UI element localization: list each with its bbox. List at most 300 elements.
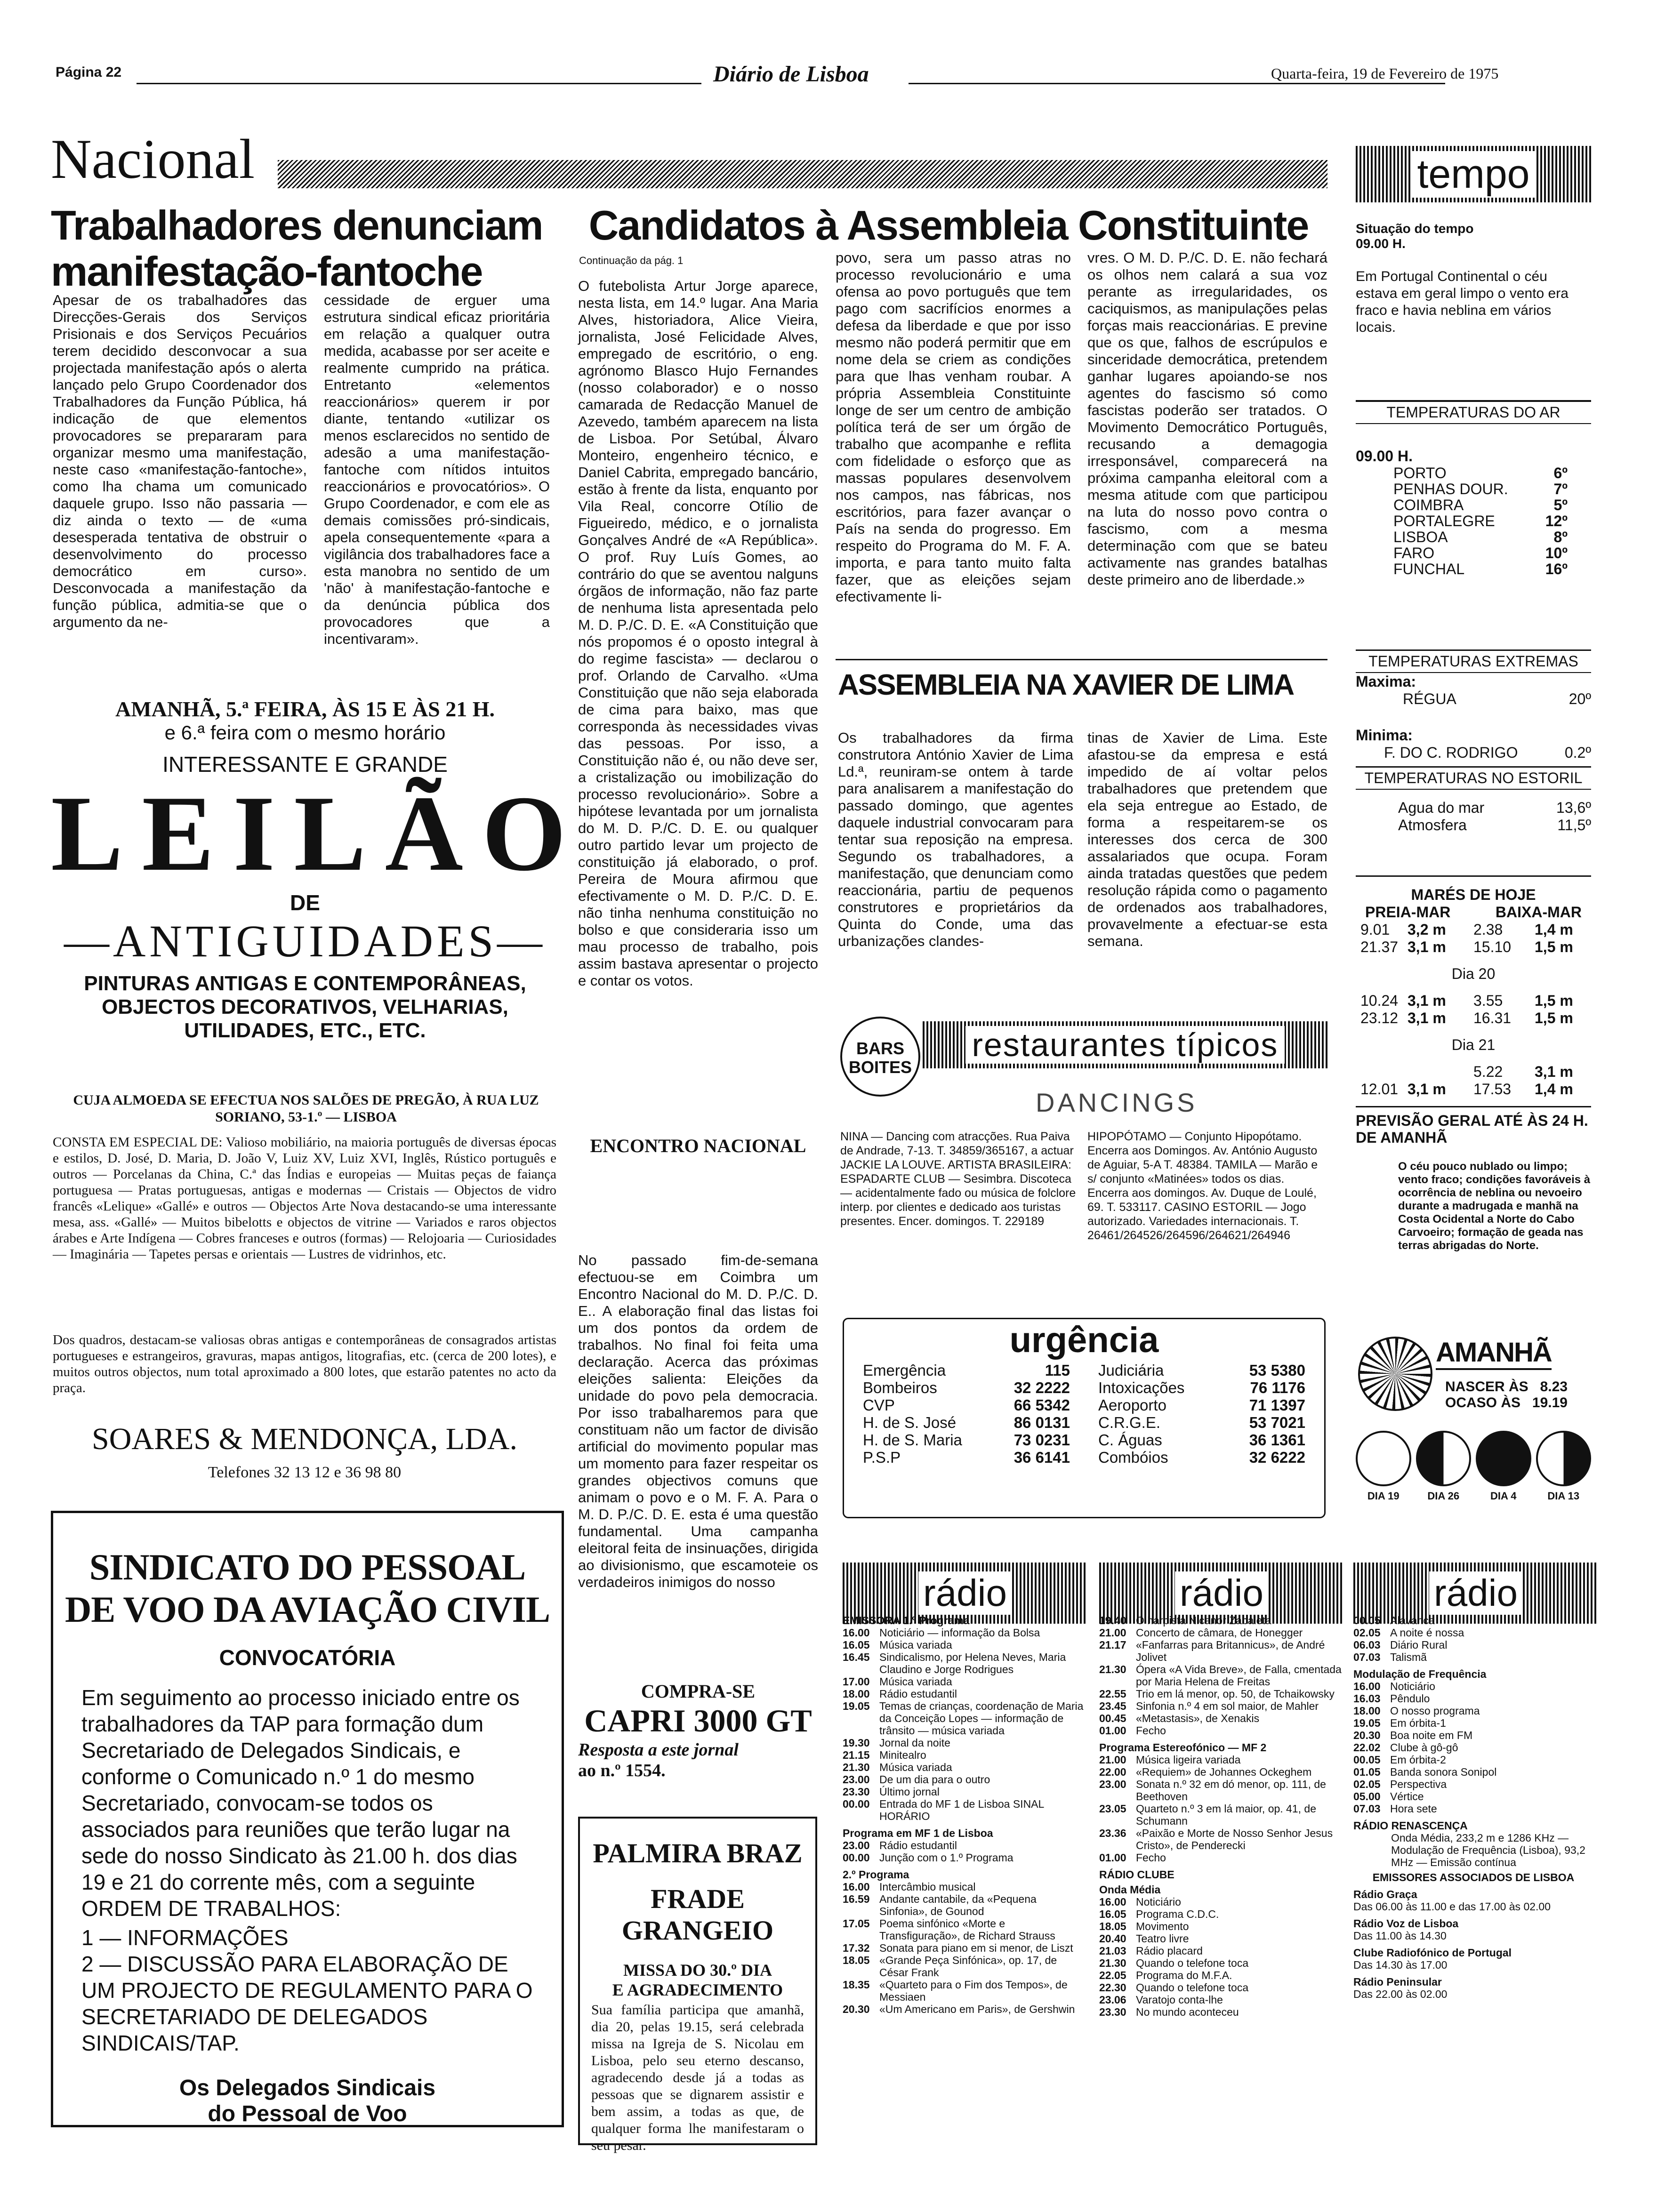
radio-item — [1099, 1639, 1344, 1663]
radio-time: 01.00 — [1099, 1851, 1126, 1864]
forecast-title: PREVISÃO GERAL ATÉ ÀS 24 H. DE AMANHÃ — [1356, 1106, 1591, 1146]
radio-item — [843, 1675, 1087, 1688]
radio-time: 21.00 — [1099, 1627, 1126, 1639]
masthead: Diário de Lisboa — [713, 62, 869, 87]
section-title: Nacional — [51, 128, 255, 190]
urgency-entry-label: CVP — [863, 1396, 895, 1414]
urgency-entry — [863, 1431, 1070, 1449]
radio-time: 19.40 — [1099, 1614, 1126, 1627]
radio-clube: Clube Radiofónico de Portugal — [1353, 1947, 1512, 1959]
radio-item — [843, 1627, 1087, 1639]
tide-cell: 1,5 m — [1535, 1010, 1573, 1026]
radio-time: 22.55 — [1099, 1688, 1126, 1700]
radio-item — [843, 1917, 1087, 1942]
union-notice — [51, 1511, 564, 2127]
tide-cell: 16.31 — [1473, 1010, 1512, 1026]
radio-show: De um dia para o outro — [879, 1773, 990, 1786]
radio-show: Andante cantabile, da «Pequena Sinfonia», de Gounod — [879, 1893, 1037, 1917]
radio-show: Trio em lá menor, op. 50, de Tchaikowsky — [1136, 1688, 1335, 1700]
radio-time: 21.30 — [1099, 1663, 1126, 1675]
tide-cell: 2.38 — [1473, 921, 1503, 938]
radio-time: 16.05 — [1099, 1908, 1126, 1920]
estoril-title: TEMPERATURAS NO ESTORIL — [1356, 766, 1591, 790]
radio-time: 18.05 — [1099, 1920, 1126, 1932]
obituary-mass1: MISSA DO 30.º DIA — [623, 1961, 772, 1980]
radio-show: Temas de crianças, coordenação de Maria da Conceição Lopes — informação de trânsito — música variada — [879, 1700, 1084, 1737]
radio-show: Concerto de câmara, de Honegger — [1136, 1627, 1303, 1639]
radio-item — [1353, 1651, 1593, 1663]
radio-col1 — [843, 1614, 1087, 2015]
tide-cell: 1,4 m — [1535, 1081, 1573, 1098]
urgency-entry — [863, 1396, 1070, 1414]
radio-time: 20.30 — [843, 2003, 870, 2015]
tide-cell: 3.55 — [1473, 992, 1503, 1009]
radio-item — [1099, 1778, 1344, 1803]
radio-time: 20.40 — [1099, 1932, 1126, 1945]
radio-show: «Paixão e Morte de Nosso Senhor Jesus Cristo», de Penderecki — [1136, 1827, 1333, 1851]
urgency-box — [843, 1318, 1326, 1518]
urgency-entry — [863, 1449, 1070, 1466]
buy-line4: ao n.º 1554. — [578, 1761, 666, 1780]
urgency-entry-label: H. de S. Maria — [863, 1431, 962, 1449]
xavier-col2: tinas de Xavier de Lima. Este afastou-se da empresa e está impedido de aí voltar pelos trabalhadores que pretendem que ela seja entregue ao Estado, de forma a respeitarem-se os interesses dos cerca de 300 assalariados que ocupa. Foram ainda tratadas questões que pedem resolução rápida como o pagamento de ordenados aos trabalhadores, provavelmente a efectuar-se esta semana. — [1087, 729, 1327, 949]
radio-clube-body: Das 14.30 às 17.00 — [1353, 1959, 1448, 1971]
auction-almoeda: CUJA ALMOEDA SE EFECTUA NOS SALÕES DE PREGÃO, À RUA LUZ SORIANO, 53-1.º — LISBOA — [73, 1092, 539, 1125]
radio-show: Pêndulo — [1390, 1692, 1430, 1705]
radio-item — [1099, 1945, 1344, 1957]
radio-show: Sonata n.º 32 em dó menor, op. 111, de Beethoven — [1136, 1778, 1326, 1803]
weather-situation-text: Em Portugal Continental o céu estava em geral limpo o vento era fraco e havia neblina em vários locais. — [1356, 269, 1569, 335]
radio-show: Jornal da noite — [879, 1737, 950, 1749]
radio-item — [1099, 1700, 1344, 1712]
radio-item — [1353, 1778, 1593, 1790]
radio-time: 23.00 — [843, 1773, 870, 1786]
radio-time: 17.05 — [843, 1917, 870, 1930]
sunset-value: 19.19 — [1532, 1395, 1568, 1411]
city-temp-value: 7º — [1553, 481, 1568, 497]
city-temp — [1393, 529, 1568, 545]
article2-title: Candidatos à Assembleia Constituinte — [588, 202, 1309, 248]
urgency-entry-label: Emergência — [863, 1362, 946, 1379]
tide-cell: 3,1 m — [1408, 1081, 1446, 1098]
city-temp-value: 10º — [1545, 545, 1568, 561]
radio-item — [1099, 1754, 1344, 1766]
urgency-entry — [863, 1414, 1070, 1431]
radio-time: 23.05 — [1099, 1803, 1126, 1815]
radio-time: 00.05 — [1353, 1754, 1381, 1766]
urgency-entry-label: Combóios — [1098, 1449, 1168, 1466]
radio-time: 19.30 — [843, 1737, 870, 1749]
radio-item — [1099, 1957, 1344, 1969]
radio-show: «Fanfarras para Britannicus», de André Jolivet — [1136, 1639, 1325, 1663]
radio-voz: Rádio Voz de Lisboa — [1353, 1917, 1459, 1930]
extreme-title: TEMPERATURAS EXTREMAS — [1356, 649, 1591, 673]
radio-item — [843, 1737, 1087, 1749]
xavier-title: ASSEMBLEIA NA XAVIER DE LIMA — [838, 669, 1294, 701]
urgency-entry-value: 32 2222 — [1014, 1379, 1070, 1396]
weather-banner — [1356, 146, 1591, 202]
radio-penins: Rádio Peninsular — [1353, 1976, 1442, 1988]
tide-cell: 9.01 — [1360, 921, 1390, 938]
obituary-body: Sua família participa que amanhã, dia 20, pelas 19.15, será celebrada missa na Igreja de S. Nicolau em Lisboa, pelo seu eterno descanso, agradecendo desde já a todas as pessoas que se dignarem assistir e bem assim, a todas as que, de qualquer forma lhe manifestaram o seu pesar. — [591, 2002, 804, 2153]
tide-row — [1356, 1010, 1591, 1027]
radio-show: Quando o telefone toca — [1136, 1981, 1249, 1994]
radio-show: O nosso programa — [1390, 1705, 1480, 1717]
obituary-name1: PALMIRA BRAZ — [593, 1838, 803, 1868]
urgency-entry-label: C.R.G.E. — [1098, 1414, 1161, 1431]
max-label: Maxima: — [1356, 673, 1416, 690]
extreme-temps — [1356, 649, 1591, 834]
radio-item — [1099, 1663, 1344, 1688]
auction-antiquities: —ANTIGUIDADES— — [64, 916, 546, 966]
union-convocatoria: CONVOCATÓRIA — [219, 1645, 396, 1670]
urgency-entry — [1098, 1379, 1305, 1396]
radio-renasc: RÁDIO RENASCENÇA — [1353, 1819, 1468, 1832]
sunset-label: OCASO ÀS — [1445, 1395, 1521, 1411]
city-temp — [1393, 481, 1568, 497]
tide-cell: 3,2 m — [1408, 921, 1446, 938]
radio-show: Sindicalismo, por Helena Neves, Maria Claudino e Jorge Rodrigues — [879, 1651, 1066, 1675]
radio-show: Quarteto n.º 3 em lá maior, op. 41, de Schumann — [1136, 1803, 1317, 1827]
city-temp-label: COIMBRA — [1393, 497, 1464, 513]
tide-cell — [1408, 1063, 1469, 1081]
radio-item — [843, 2003, 1087, 2015]
radio-time: 05.00 — [1353, 1790, 1381, 1803]
radio-list-2 — [1099, 1614, 1344, 1737]
moon-label: DIA 26 — [1427, 1490, 1460, 1502]
radio-time: 18.05 — [843, 1954, 870, 1966]
radio-item — [1099, 2006, 1344, 2018]
radio-time: 16.05 — [843, 1639, 870, 1651]
header-rule-left — [137, 83, 701, 84]
tide-cell: 3,1 m — [1535, 1063, 1573, 1080]
city-temp — [1393, 497, 1568, 513]
tides-20 — [1356, 992, 1591, 1027]
city-temp — [1393, 513, 1568, 529]
union-body: Em seguimento ao processo iniciado entre os trabalhadores da TAP para formação dum Secretariado de Delegados Sindicais, e conforme o Comunicado n.º 1 do mesmo Secretariado, convocam-se todos os associados para reuniões que terão lugar na sede do nosso Sindicato às 21.00 h. dos dias 19 e 21 do corrente mês, com a seguinte ORDEM DE TRABALHOS: — [81, 1685, 520, 1921]
radio-time: 18.00 — [1353, 1705, 1381, 1717]
radio-item — [843, 1749, 1087, 1761]
radio-time: 23.00 — [1099, 1778, 1126, 1790]
radio-show: No mundo aconteceu — [1136, 2006, 1239, 2018]
radio-time: 00.00 — [843, 1851, 870, 1864]
radio-show: Alavanca — [1390, 1614, 1435, 1627]
min-city: F. DO C. RODRIGO — [1384, 744, 1518, 761]
city-temp — [1393, 561, 1568, 577]
auction-line2: e 6.ª feira com o mesmo horário — [164, 721, 446, 744]
radio-time: 18.00 — [843, 1688, 870, 1700]
radio-clube-title: RÁDIO CLUBE — [1099, 1868, 1174, 1881]
radio-list-3 — [1353, 1614, 1593, 1663]
moon-last-quarter-icon — [1536, 1431, 1592, 1486]
radio-penins-body: Das 22.00 às 02.00 — [1353, 1988, 1448, 2000]
radio-time: 18.35 — [843, 1979, 870, 1991]
radio-col2 — [1099, 1614, 1344, 2018]
radio-item — [843, 1942, 1087, 1954]
radio-show: Entrada do MF 1 de Lisboa SINAL HORÁRIO — [879, 1798, 1044, 1822]
moon-labels — [1356, 1490, 1591, 1502]
radio-show: Sonata para piano em si menor, de Liszt — [879, 1942, 1073, 1954]
city-temp-label: PENHAS DOUR. — [1393, 481, 1508, 497]
radio-time: 21.30 — [843, 1761, 870, 1773]
issue-date: Quarta-feira, 19 de Fevereiro de 1975 — [1271, 65, 1499, 82]
radio-time: 22.05 — [1099, 1969, 1126, 1981]
city-temp-label: LISBOA — [1393, 529, 1448, 545]
radio-item — [1353, 1705, 1593, 1717]
urgency-entry — [1098, 1431, 1305, 1449]
urgency-entry-value: 32 6222 — [1249, 1449, 1305, 1466]
radio-banner-3-text: rádio — [1429, 1571, 1522, 1615]
radio-graca: Rádio Graça — [1353, 1888, 1417, 1900]
tide-cell: 1,4 m — [1535, 921, 1573, 938]
sea-value: 13,6º — [1556, 799, 1591, 816]
tide-cell: 3,1 m — [1408, 1010, 1446, 1026]
radio-assoc: EMISSORES ASSOCIADOS DE LISBOA — [1372, 1871, 1575, 1883]
radio-item — [1099, 1688, 1344, 1700]
radio-show: Programa do M.F.A. — [1136, 1969, 1232, 1981]
tide-row — [1356, 938, 1591, 956]
radio-show: Talismã — [1390, 1651, 1427, 1663]
tide-cell: 21.37 — [1360, 938, 1399, 955]
radio-show: Fecho — [1136, 1724, 1166, 1737]
xavier-rule — [836, 659, 1327, 660]
auction-line3: INTERESSANTE E GRANDE — [162, 752, 448, 777]
radio-time: 06.03 — [1353, 1639, 1381, 1651]
radio-list-2b — [1099, 1754, 1344, 1864]
radio-show: «Quarteto para o Fim dos Tempos», de Messiaen — [879, 1979, 1068, 2003]
radio-show: Rádio placard — [1136, 1945, 1203, 1957]
auction-phones: Telefones 32 13 12 e 36 98 80 — [208, 1464, 402, 1481]
union-sign1: Os Delegados Sindicais — [179, 2076, 436, 2100]
city-temp — [1393, 465, 1568, 481]
radio-item — [843, 1798, 1087, 1822]
tides-21 — [1356, 1063, 1591, 1098]
radio-item — [1353, 1729, 1593, 1741]
urgency-entry-value: 86 0131 — [1014, 1414, 1070, 1431]
urgency-entry — [863, 1362, 1070, 1379]
radio-item — [1099, 1827, 1344, 1851]
radio-show: O harpista Nicanor Zabaleta — [1136, 1614, 1271, 1627]
radio-item — [1099, 1908, 1344, 1920]
urgency-entry-label: H. de S. José — [863, 1414, 957, 1431]
union-title1: SINDICATO DO PESSOAL — [89, 1547, 526, 1587]
air-temps-title: TEMPERATURAS DO AR — [1356, 400, 1591, 424]
union-item1: 1 — INFORMAÇÕES — [81, 1925, 289, 1950]
radio-show: Intercâmbio musical — [879, 1881, 976, 1893]
buy-ad — [578, 1680, 818, 1781]
radio-item — [1099, 1969, 1344, 1981]
radio-col3 — [1353, 1614, 1593, 2000]
forecast — [1356, 1106, 1591, 1252]
radio-time: 22.02 — [1353, 1741, 1381, 1754]
buy-line3: Resposta a este jornal — [578, 1740, 739, 1760]
radio-graca-body: Das 06.00 às 11.00 e das 17.00 às 02.00 — [1353, 1900, 1551, 1913]
radio-time: 21.17 — [1099, 1639, 1126, 1651]
tides-day21: Dia 21 — [1451, 1036, 1496, 1053]
radio-item — [843, 1639, 1087, 1651]
radio-item — [1353, 1717, 1593, 1729]
radio-show: Ópera «A Vida Breve», de Falla, cmentada por Maria Helena de Freitas — [1136, 1663, 1342, 1688]
tides-low: BAIXA-MAR — [1495, 904, 1582, 921]
radio-show: Perspectiva — [1390, 1778, 1447, 1790]
radio-show: Música ligeira variada — [1136, 1754, 1241, 1766]
radio-item — [1353, 1766, 1593, 1778]
radio-time: 23.45 — [1099, 1700, 1126, 1712]
city-temp-value: 12º — [1545, 513, 1568, 529]
radio-item — [1353, 1614, 1593, 1627]
article1-col2: cessidade de erguer uma estrutura sindical eficaz prioritária em relação a qualquer outra medida, acabasse por ser aceite e realmente cumprido na prática. Entretanto «elementos reaccionários» querem ir por diante, tentando «utilizar os menos esclarecidos no sentido de adesão a uma manifestação-fantoche com nítidos intuitos reaccionários e provocatórios». O Grupo Coordenador, e com ele as demais comissões pró-sindicais, apela consequentemente «para a vigilância dos trabalhadores face a esta manobra no sentido de um 'não' à manifestação-fantoche e da denúncia pública dos provocadores que a incentivaram». — [324, 292, 550, 647]
buy-line2: CAPRI 3000 GT — [584, 1703, 812, 1739]
bars-badge-line2: BOITES — [848, 1058, 912, 1077]
radio-show: Quando o telefone toca — [1136, 1957, 1249, 1969]
radio-time: 00.45 — [1099, 1712, 1126, 1724]
radio-item — [843, 1773, 1087, 1786]
obituary-mass2: E AGRADECIMENTO — [612, 1980, 783, 1999]
radio-show: Música variada — [879, 1675, 952, 1688]
radio-show: «Requiem» de Johannes Ockeghem — [1136, 1766, 1312, 1778]
urgency-entry-value: 66 5342 — [1014, 1396, 1070, 1414]
max-value: 20º — [1569, 690, 1591, 707]
weather-banner-text: tempo — [1410, 151, 1536, 198]
radio-show: Último jornal — [879, 1786, 940, 1798]
urgency-entry-value: 76 1176 — [1250, 1379, 1305, 1396]
urgency-title: urgência — [1009, 1320, 1159, 1360]
radio-show: Noticiário — [1136, 1896, 1181, 1908]
radio-show: Clube à gô-gô — [1390, 1741, 1458, 1754]
radio-show: Hora sete — [1390, 1803, 1437, 1815]
buy-line1: COMPRA-SE — [641, 1681, 756, 1702]
urgency-right-list — [1098, 1362, 1305, 1466]
radio-time: 00.00 — [843, 1798, 870, 1810]
urgency-entry-value: 53 5380 — [1249, 1362, 1305, 1379]
radio-item — [843, 1688, 1087, 1700]
article2-col3: vres. O M. D. P./C. D. E. não fechará os olhos nem calará a sua voz perante as irregularidades, os caciquismos, as manipulações pelas forças mais reaccionárias. E previne que os que, falhos de escrúpulos e sinceridade democrática, pretendem ganhar lugares apoiando-se nos agentes do fascismo só como fascistas poderão ser tratados. O Movimento Democrático Português, recusando a demagogia irresponsável, comparecerá na próxima campanha eleitoral com a mesma atitude com que participou na luta do nosso povo contra o fascismo, com a mesma determinação com que se bateu activamente nas grandes batalhas deste primeiro ano de liberdade.» — [1087, 249, 1327, 588]
city-temp-value: 8º — [1553, 529, 1568, 545]
radio-onda: Onda Média — [1099, 1883, 1161, 1896]
radio-time: 02.05 — [1353, 1778, 1381, 1790]
urgency-entry-value: 71 1397 — [1249, 1396, 1305, 1414]
bars-badge-line1: BARS — [856, 1039, 904, 1058]
auction-consta: CONSTA EM ESPECIAL DE: Valioso mobiliário, na maioria português de diversas épocas e estilos, D. José, D. Maria, D. João V, Luiz XV, Luiz XVI, Inglês, Rústico português e outros — Porcelanas da China, C.ª das Índias e europeias — Muitas peças de faiança portuguesa — Pratas portuguesas, antigas e modernas — Cristais — Objectos de vidro francês «Lelique» «Gallé» e outros — Objectos Arte Nova destacando-se uma interessante mesa, ass. «Gallé» — Muitos bibelotts e objectos de vitrine — Variados e raros objectos árabes e Arte Indígena — Cobres franceses e outros (formas) — Relojoaria — Curiosidades — Imaginária — Tapetes persas e orientais — Lustres de vidrinhos, etc. — [53, 1135, 556, 1262]
radio-show: Rádio estudantil — [879, 1839, 957, 1851]
city-temp-label: FARO — [1393, 545, 1435, 561]
radio-list-3b — [1353, 1680, 1593, 1815]
city-temp-value: 16º — [1545, 561, 1568, 577]
radio-show: Banda sonora Sonipol — [1390, 1766, 1497, 1778]
xavier-col1: Os trabalhadores da firma construtora António Xavier de Lima Ld.ª, reuniram-se ontem à tarde para analisarem a manifestação do passado domingo, que agentes daquele industrial convocaram para tentar sua reposição na empresa. Segundo os trabalhadores, a manifestação, que denunciam como reaccionária, partiu de pequenos construtores e proprietários da Quinta do Conde, uma das urbanizações clandes- — [838, 729, 1073, 949]
article1-col1: Apesar de os trabalhadores das Direcções-Gerais dos Serviços Prisionais e dos Serviços Pecuários terem decidido desconvocar a sua projectada manifestação após o alerta lançado pelo Grupo Coordenador dos Trabalhadores da Função Pública, há indicação de que elementos provocadores se prepararam para organizar mesmo uma manifestação, neste caso «manifestação-fantoche», como lha chama um comunicado daquele grupo. Isso não passaria — diz ainda o texto — de «uma desesperada tentativa de obstruir o desenvolvimento do processo democrático em curso». Desconvocada a manifestação da função pública, admitia-se que o argumento da ne- — [53, 292, 307, 630]
city-temp-label: FUNCHAL — [1393, 561, 1465, 577]
radio-time: 01.00 — [1099, 1724, 1126, 1737]
air-temps — [1356, 400, 1591, 577]
radio-time: 21.03 — [1099, 1945, 1126, 1957]
radio-time: 21.30 — [1099, 1957, 1126, 1969]
bars-right: HIPOPÓTAMO — Conjunto Hipopótamo. Encerra aos Domingos. Av. António Augusto de Aguiar, 5-A T. 48384. TAMILA — Marão e s/ conjunto «Matinées» todos os dias. Encerra aos domingos. Av. Duque de Loulé, 69. T. 533117. CASINO ESTORIL — Jogo autorizado. Variedades internacionais. T. 26461/264526/264596/264621/264946 — [1087, 1130, 1318, 1242]
radio-item — [1099, 1627, 1344, 1639]
article2-continuation: Continuação da pág. 1 — [579, 255, 684, 266]
radio-item — [1099, 1920, 1344, 1932]
restaurants-banner-text: restaurantes típicos — [965, 1026, 1285, 1064]
moon-phases — [1356, 1431, 1591, 1502]
sunrise-label: NASCER ÀS — [1445, 1379, 1528, 1395]
radio-item — [1099, 1981, 1344, 1994]
encontro-body: No passado fim-de-semana efectuou-se em Coimbra um Encontro Nacional do M. D. P./C. D. E.. A elaboração final das listas foi um dos pontos da ordem de trabalhos. No final foi feita uma declaração. Acerca das próximas eleições salienta: Eleições da unidade do povo pela democracia. Por isso trabalharemos para que constituam não um factor de divisão artificial do movimento popular mas um momento para fazer respeitar os grandes objectivos comuns que animam o povo e o M. F. A. Para o M. D. P./C. D. E. esta é uma questão fundamental. Uma campanha eleitoral feita de insinuações, dirigida ao divisionismo, que escamoteie os verdadeiros inimigos do nosso — [578, 1252, 818, 1590]
radio-item — [1099, 1932, 1344, 1945]
radio-item — [843, 1893, 1087, 1917]
moon-label: DIA 4 — [1490, 1490, 1517, 1502]
obituary-name2: FRADE GRANGEIO — [621, 1883, 774, 1946]
urgency-entry — [1098, 1362, 1305, 1379]
atm-value: 11,5º — [1557, 817, 1591, 834]
urgency-entry-value: 36 6141 — [1014, 1449, 1070, 1466]
encontro-title: ENCONTRO NACIONAL — [590, 1135, 806, 1156]
bars-left: NINA — Dancing com atracções. Rua Paiva de Andrade, 7-13. T. 34859/365167, a actuar JACKIE LA LOUVE. ARTISTA BRASILEIRA: ESPADARTE CLUB — Sesimbra. Discoteca — acidentalmente fado ou música de folclore interp. por clientes e dedicado aos turistas presentes. Encer. domingos. T. 229189 — [840, 1130, 1076, 1228]
radio-show: «Um Americano em Paris», de Gershwin — [879, 2003, 1075, 2015]
radio-list-1c — [843, 1881, 1087, 2015]
radio-renasc-body: Onda Média, 233,2 m e 1286 KHz — Modulação de Frequência (Lisboa), 93,2 MHz — Emissão contínua — [1391, 1832, 1585, 1868]
radio-time: 16.03 — [1353, 1692, 1381, 1705]
tide-cell: 17.53 — [1473, 1081, 1512, 1098]
moon-new-icon — [1356, 1431, 1411, 1486]
radio-time: 21.00 — [1099, 1754, 1126, 1766]
radio-list-1b — [843, 1839, 1087, 1864]
urgency-entry — [1098, 1414, 1305, 1431]
radio-item — [1099, 1803, 1344, 1827]
radio-item — [1353, 1639, 1593, 1651]
city-temp — [1393, 545, 1568, 561]
radio-show: Poema sinfónico «Morte e Transfiguração», de Richard Strauss — [879, 1917, 1055, 1942]
max-city: RÉGUA — [1403, 690, 1456, 707]
radio-item — [843, 1851, 1087, 1864]
radio-item — [843, 1651, 1087, 1675]
radio-item — [843, 1839, 1087, 1851]
radio-item — [1353, 1790, 1593, 1803]
radio-show: Boa noite em FM — [1390, 1729, 1473, 1741]
urgency-entry-label: Intoxicações — [1098, 1379, 1185, 1396]
radio-item — [1099, 1766, 1344, 1778]
radio-show: Fecho — [1136, 1851, 1166, 1864]
tides — [1356, 875, 1591, 1098]
radio-time: 20.30 — [1353, 1729, 1381, 1741]
radio-show: Teatro livre — [1136, 1932, 1189, 1945]
radio-list-1 — [843, 1627, 1087, 1822]
radio-time: 23.30 — [843, 1786, 870, 1798]
radio-item — [1353, 1680, 1593, 1692]
moon-label: DIA 19 — [1367, 1490, 1400, 1502]
radio-banner-2-text: rádio — [1175, 1571, 1268, 1615]
tides-high: PREIA-MAR — [1365, 904, 1451, 921]
radio-item — [1099, 1994, 1344, 2006]
tide-row — [1356, 992, 1591, 1010]
radio-time: 17.00 — [843, 1675, 870, 1688]
union-title2: DE VOO DA AVIAÇÃO CIVIL — [64, 1589, 550, 1630]
radio-show: «Metastasis», de Xenakis — [1136, 1712, 1260, 1724]
radio-show: Programa C.D.C. — [1136, 1908, 1219, 1920]
urgency-entry-value: 115 — [1045, 1362, 1070, 1379]
radio-show: Vértice — [1390, 1790, 1424, 1803]
radio-show: Diário Rural — [1390, 1639, 1448, 1651]
radio-time: 07.03 — [1353, 1803, 1381, 1815]
radio-item — [1353, 1803, 1593, 1815]
radio-item — [1099, 1614, 1344, 1627]
tides-day20: Dia 20 — [1451, 965, 1496, 982]
tomorrow-title: AMANHÃ — [1436, 1337, 1552, 1370]
moon-full-icon — [1476, 1431, 1531, 1486]
radio-show: Música variada — [879, 1639, 952, 1651]
urgency-entry — [1098, 1396, 1305, 1414]
tide-cell: 1,5 m — [1535, 992, 1573, 1009]
radio-show: Varatojo conta-lhe — [1136, 1994, 1223, 2006]
